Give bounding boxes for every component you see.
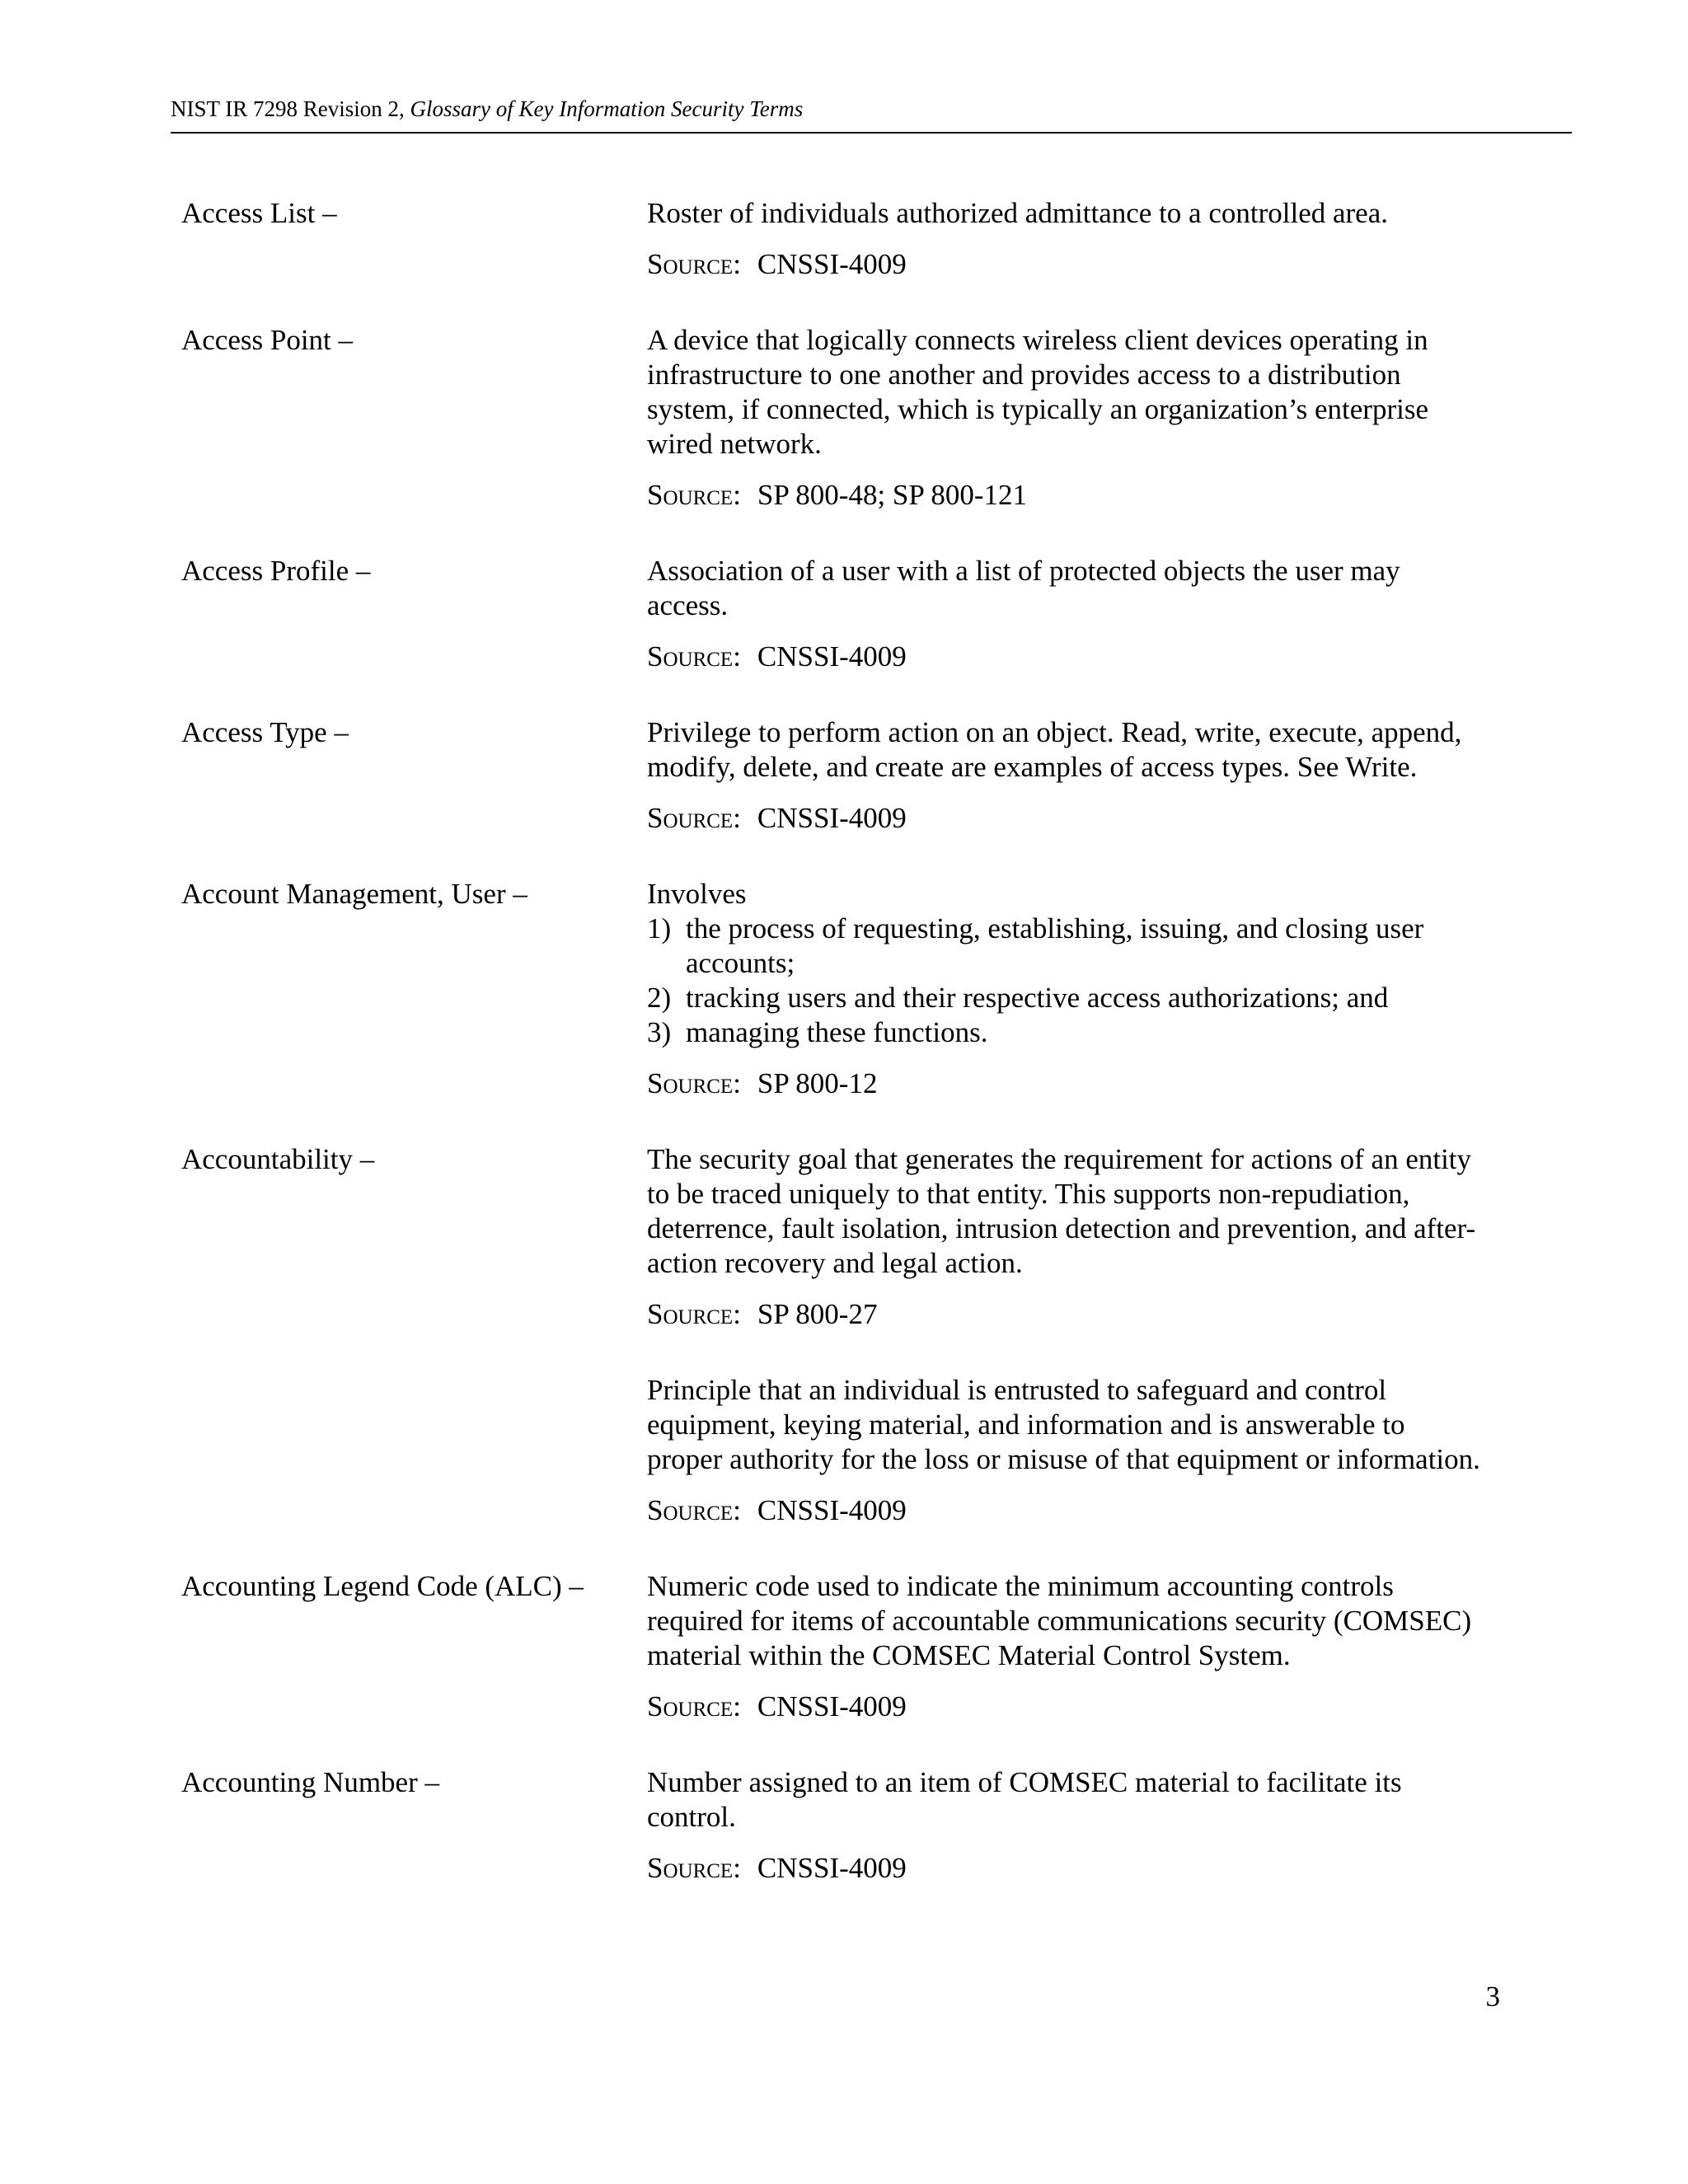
definition-block: [647, 1142, 1484, 1332]
glossary-term: Access Profile –: [181, 555, 371, 587]
glossary-entry: [181, 877, 1484, 1101]
source-citation: [647, 1297, 1484, 1332]
source-citation: [647, 1493, 1484, 1528]
source-value: CNSSI-4009: [757, 1494, 907, 1526]
glossary-entry: [181, 1765, 1484, 1886]
glossary-definitions: [647, 1142, 1484, 1528]
definition-list-item: [647, 981, 1484, 1015]
glossary-term: Access List –: [181, 197, 337, 229]
glossary-entry: [181, 196, 1484, 282]
definition-list-item: [647, 1015, 1484, 1050]
definition-block: [647, 1373, 1484, 1528]
definition-text: Roster of individuals authorized admittance to a controlled area.: [647, 197, 1388, 229]
source-label: Source:: [647, 248, 741, 280]
source-label: Source:: [647, 1690, 741, 1722]
list-item-number: 1): [647, 912, 672, 944]
definition-text: Privilege to perform action on an object. Read, write, execute, append, modify, delete, and create are examples of access types. See Write.: [647, 716, 1462, 783]
glossary-term: Access Type –: [181, 716, 349, 748]
definition-text: Number assigned to an item of COMSEC material to facilitate its control.: [647, 1766, 1402, 1833]
list-item-text: the process of requesting, establishing, issuing, and closing user accounts;: [686, 912, 1424, 979]
source-citation: [647, 1066, 1484, 1101]
glossary-entry: [181, 715, 1484, 836]
source-citation: [647, 247, 1484, 282]
definition-text: Numeric code used to indicate the minimum accounting controls required for items of accountable communications security (COMSEC) material within the COMSEC Material Control System.: [647, 1570, 1472, 1671]
glossary-definitions: [647, 554, 1484, 674]
glossary-term: Accounting Legend Code (ALC) –: [181, 1570, 584, 1602]
glossary-definitions: [647, 1569, 1484, 1724]
glossary-definitions: [647, 715, 1484, 836]
source-citation: [647, 640, 1484, 674]
source-value: SP 800-27: [757, 1298, 878, 1330]
source-value: SP 800-12: [757, 1067, 878, 1099]
glossary-entries: [181, 196, 1484, 1927]
definition-block: [647, 1569, 1484, 1724]
source-citation: [647, 1851, 1484, 1886]
glossary-definitions: [647, 196, 1484, 282]
source-label: Source:: [647, 1067, 741, 1099]
definition-block: [647, 323, 1484, 513]
source-label: Source:: [647, 1852, 741, 1884]
definition-text: Involves: [647, 878, 747, 910]
running-header: [171, 96, 1572, 134]
header-prefix: NIST IR 7298 Revision 2,: [171, 96, 410, 121]
source-label: Source:: [647, 1494, 741, 1526]
source-citation: [647, 478, 1484, 513]
list-item-text: tracking users and their respective access authorizations; and: [686, 982, 1389, 1014]
source-label: Source:: [647, 479, 741, 511]
glossary-entry: [181, 554, 1484, 674]
definition-block: [647, 715, 1484, 836]
list-item-number: 2): [647, 982, 672, 1014]
source-value: CNSSI-4009: [757, 1852, 907, 1884]
source-citation: [647, 1690, 1484, 1724]
source-value: CNSSI-4009: [757, 640, 907, 673]
source-value: CNSSI-4009: [757, 802, 907, 834]
definition-text: Principle that an individual is entrusted to safeguard and control equipment, keying material, and information and is answerable to proper authority for the loss or misuse of that equipment or information.: [647, 1374, 1480, 1475]
list-item-text: managing these functions.: [686, 1016, 988, 1048]
glossary-definitions: [647, 1765, 1484, 1886]
source-label: Source:: [647, 640, 741, 673]
source-value: CNSSI-4009: [757, 1690, 907, 1722]
source-citation: [647, 801, 1484, 836]
glossary-term: Accounting Number –: [181, 1766, 439, 1798]
page-number: 3: [1485, 1980, 1500, 2013]
definition-block: [647, 196, 1484, 282]
definition-block: [647, 877, 1484, 1101]
glossary-term: Accountability –: [181, 1143, 375, 1175]
source-value: SP 800-48; SP 800-121: [757, 479, 1027, 511]
glossary-entry: [181, 323, 1484, 513]
glossary-entry: [181, 1569, 1484, 1724]
definition-block: [647, 1765, 1484, 1886]
glossary-definitions: [647, 323, 1484, 513]
header-doc-title: Glossary of Key Information Security Terms: [410, 96, 804, 121]
definition-list-item: [647, 912, 1484, 981]
definition-text: Association of a user with a list of protected objects the user may access.: [647, 555, 1400, 621]
definition-text: The security goal that generates the requirement for actions of an entity to be traced uniquely to that entity. This supports non-repudiation, deterrence, fault isolation, intrusion detection and prevention, and after-action recovery and legal action.: [647, 1143, 1476, 1279]
definition-block: [647, 554, 1484, 674]
glossary-term: Account Management, User –: [181, 878, 528, 910]
glossary-definitions: [647, 877, 1484, 1101]
source-label: Source:: [647, 1298, 741, 1330]
list-item-number: 3): [647, 1016, 672, 1048]
source-value: CNSSI-4009: [757, 248, 907, 280]
definition-text: A device that logically connects wireless client devices operating in infrastructure to one another and provides access to a distribution system, if connected, which is typically an organization’s enterprise wired network.: [647, 324, 1428, 460]
source-label: Source:: [647, 802, 741, 834]
glossary-entry: [181, 1142, 1484, 1528]
glossary-term: Access Point –: [181, 324, 354, 356]
